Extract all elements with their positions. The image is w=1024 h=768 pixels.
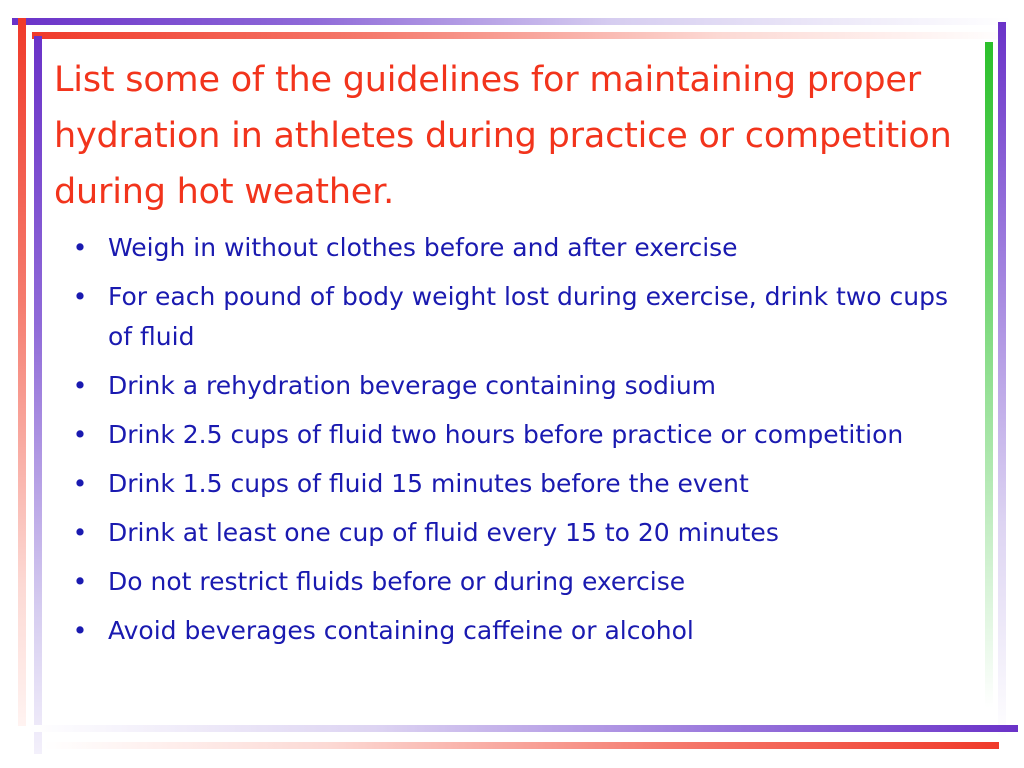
bullet-text: Drink 2.5 cups of fluid two hours before practice or competition (108, 420, 904, 449)
slide-title: List some of the guidelines for maintaining proper hydration in athletes during practice or competition during hot weather. (54, 60, 952, 212)
frame-bar-top-red (32, 32, 1012, 39)
bullet-dot: • (72, 469, 88, 498)
bullet-dot: • (72, 616, 88, 645)
bullet-text: For each pound of body weight lost during exercise, drink two cups of fluid (108, 282, 948, 351)
bullet-text: Drink at least one cup of fluid every 15 to 20 minutes (108, 518, 779, 547)
frame-bar-left-purple (34, 36, 42, 754)
bullet-text: Drink a rehydration beverage containing sodium (108, 371, 717, 400)
frame-bar-right-purple (998, 22, 1006, 738)
bullet-text: Drink 1.5 cups of fluid 15 minutes before the event (108, 469, 749, 498)
bullet-item (70, 366, 950, 406)
bullet-text: Weigh in without clothes before and after exercise (108, 233, 738, 262)
bullet-item (70, 611, 950, 651)
bullet-list (70, 228, 950, 660)
frame-bar-bottom-red (44, 742, 999, 749)
bullet-text: Avoid beverages containing caffeine or alcohol (108, 616, 694, 645)
frame-bar-top-purple (12, 18, 1012, 25)
bullet-item (70, 562, 950, 602)
frame-bar-bottom-purple (28, 725, 1018, 732)
bullet-item (70, 415, 950, 455)
bullet-dot: • (72, 567, 88, 596)
bullet-dot: • (72, 420, 88, 449)
bullet-item (70, 464, 950, 504)
frame-bar-left-red (18, 18, 26, 726)
bullet-item (70, 513, 950, 553)
bullet-dot: • (72, 233, 88, 262)
bullet-dot: • (72, 282, 88, 311)
frame-bar-right-green (985, 42, 993, 708)
bullet-dot: • (72, 371, 88, 400)
bullet-text: Do not restrict fluids before or during exercise (108, 567, 686, 596)
bullet-dot: • (72, 518, 88, 547)
bullet-item (70, 228, 950, 268)
bullet-item (70, 277, 950, 357)
